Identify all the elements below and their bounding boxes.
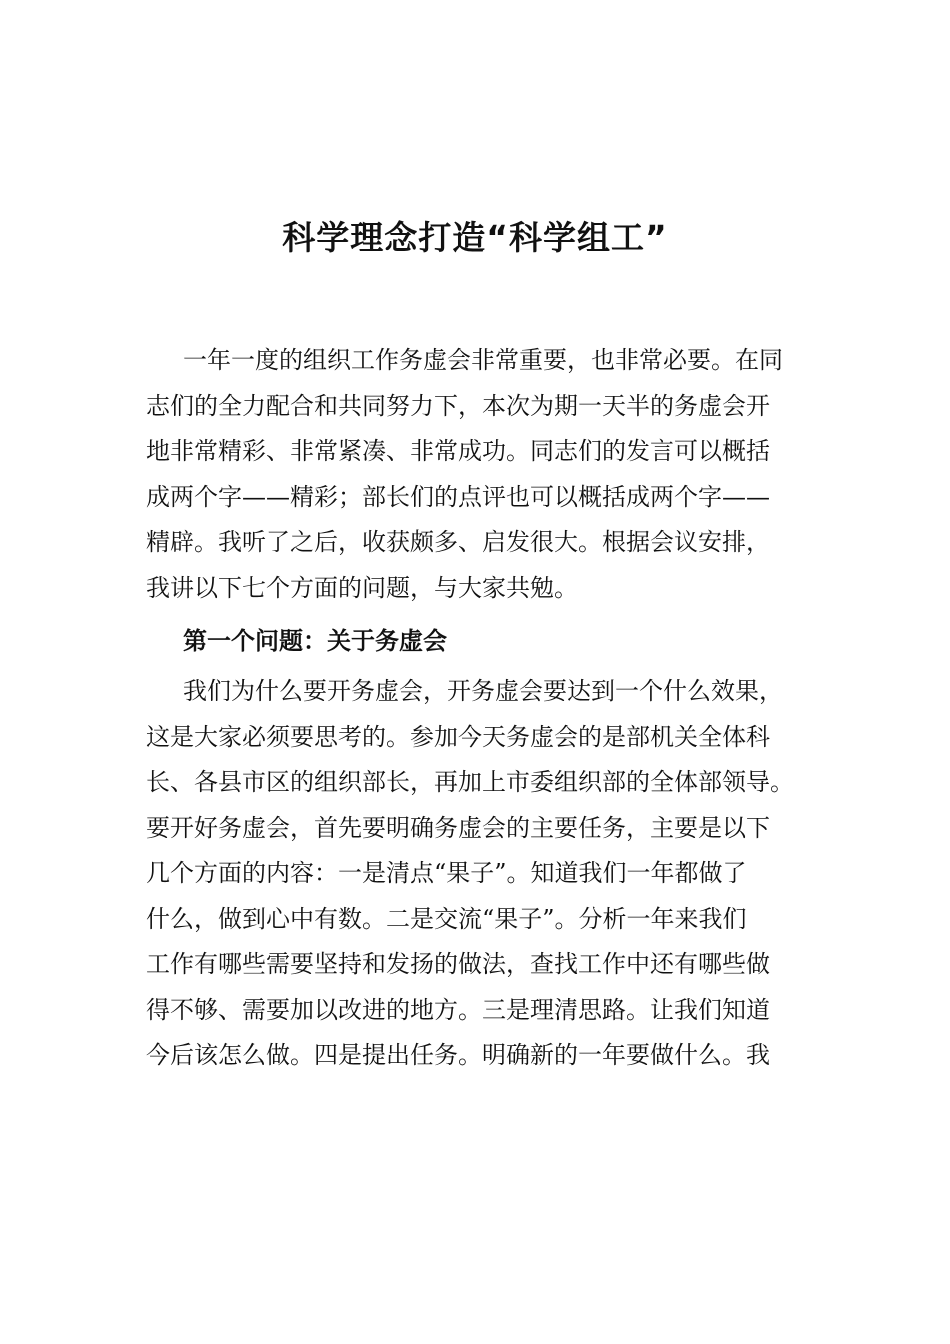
paragraph-line: 今后该怎么做。四是提出任务。明确新的一年要做什么。我 bbox=[146, 1041, 770, 1069]
paragraph-line: 什么，做到心中有数。二是交流“果子”。分析一年来我们 bbox=[146, 904, 747, 933]
intro-paragraph bbox=[146, 338, 826, 611]
paragraph-line: 一年一度的组织工作务虚会非常重要，也非常必要。在同 bbox=[183, 346, 783, 374]
section-paragraph bbox=[146, 669, 826, 1079]
paragraph-line: 要开好务虚会，首先要明确务虚会的主要任务，主要是以下 bbox=[146, 813, 770, 842]
paragraph-line: 精辟。我听了之后，收获颇多、启发很大。根据会议安排， bbox=[146, 528, 770, 556]
paragraph-line: 得不够、需要加以改进的地方。三是理清思路。让我们知道 bbox=[146, 995, 770, 1024]
paragraph-line: 工作有哪些需要坚持和发扬的做法，查找工作中还有哪些做 bbox=[146, 950, 770, 978]
paragraph-line: 志们的全力配合和共同努力下，本次为期一天半的务虚会开 bbox=[146, 391, 770, 420]
paragraph-line: 这是大家必须要思考的。参加今天务虚会的是部机关全体科 bbox=[146, 722, 770, 751]
paragraph-line: 长、各县市区的组织部长，再加上市委组织部的全体部领导。 bbox=[146, 768, 794, 796]
document-title: 科学理念打造“科学组工” bbox=[282, 218, 668, 257]
section-heading: 第一个问题：关于务虚会 bbox=[183, 627, 447, 655]
paragraph-line: 成两个字——精彩；部长们的点评也可以概括成两个字—— bbox=[146, 482, 770, 511]
paragraph-line: 几个方面的内容：一是清点“果子”。知道我们一年都做了 bbox=[146, 859, 747, 887]
paragraph-line: 地非常精彩、非常紧凑、非常成功。同志们的发言可以概括 bbox=[146, 437, 770, 465]
paragraph-line: 我们为什么要开务虚会，开务虚会要达到一个什么效果， bbox=[183, 677, 783, 705]
paragraph-line: 我讲以下七个方面的问题，与大家共勉。 bbox=[146, 573, 578, 602]
